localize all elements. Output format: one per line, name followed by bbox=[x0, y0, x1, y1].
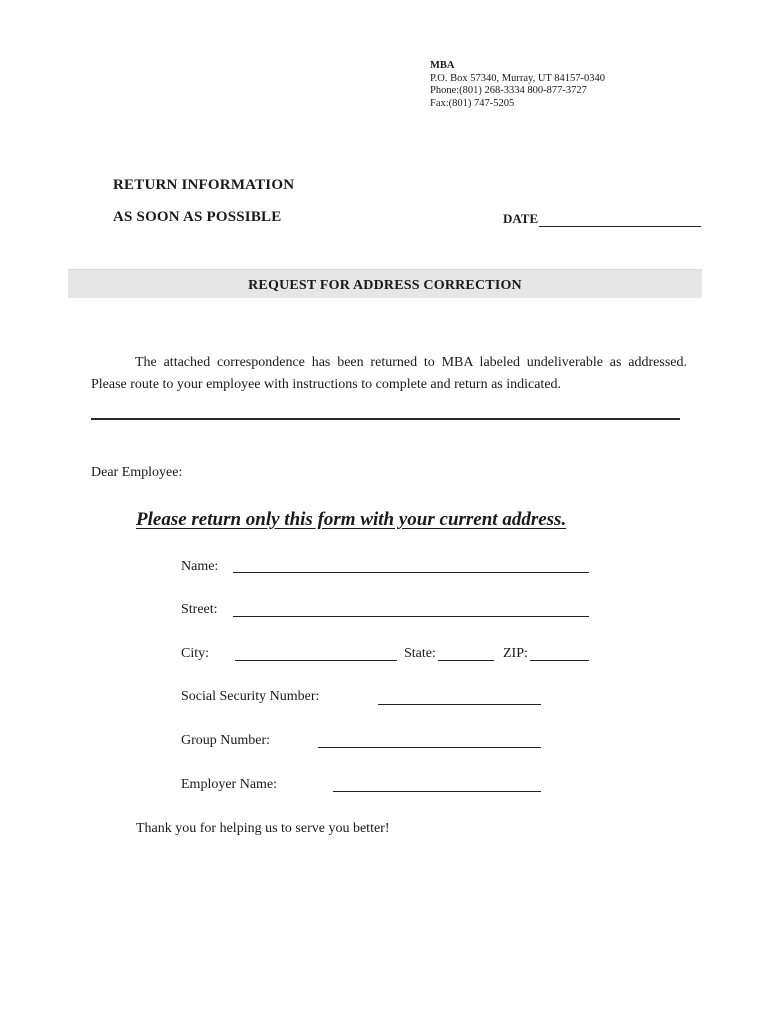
form-title: REQUEST FOR ADDRESS CORRECTION bbox=[248, 278, 522, 293]
state-label: State: bbox=[404, 646, 436, 661]
zip-label: ZIP: bbox=[503, 646, 528, 661]
name-blank[interactable] bbox=[233, 572, 589, 573]
group-number-blank[interactable] bbox=[318, 747, 541, 748]
sender-fax: Fax:(801) 747-5205 bbox=[430, 97, 515, 109]
sender-name: MBA bbox=[430, 60, 455, 71]
street-blank[interactable] bbox=[233, 616, 589, 617]
ssn-label: Social Security Number: bbox=[181, 689, 320, 704]
sender-block bbox=[430, 60, 605, 110]
zip-blank[interactable] bbox=[530, 660, 589, 661]
employer-name-blank[interactable] bbox=[333, 791, 541, 792]
intro-paragraph bbox=[91, 352, 687, 396]
section-divider bbox=[91, 418, 680, 420]
date-field bbox=[503, 211, 701, 227]
street-label: Street: bbox=[181, 602, 218, 617]
return-information-heading: RETURN INFORMATION bbox=[113, 177, 295, 193]
closing-note: Thank you for helping us to serve you better! bbox=[136, 821, 390, 836]
date-blank[interactable] bbox=[539, 213, 701, 227]
name-label: Name: bbox=[181, 559, 219, 574]
intro-paragraph-text: The attached correspondence has been returned to MBA labeled undeliverable as addressed. Please route to your employee with instructions to complete and return as indicated. bbox=[91, 355, 687, 392]
instruction-heading: Please return only this form with your current address. bbox=[136, 509, 567, 530]
greeting: Dear Employee: bbox=[91, 465, 183, 480]
asap-heading: AS SOON AS POSSIBLE bbox=[113, 209, 282, 225]
employer-name-label: Employer Name: bbox=[181, 777, 278, 792]
sender-phone: Phone:(801) 268-3334 800-877-3727 bbox=[430, 85, 587, 96]
city-blank[interactable] bbox=[235, 660, 397, 661]
city-label: City: bbox=[181, 646, 210, 661]
state-blank[interactable] bbox=[438, 660, 494, 661]
sender-address: P.O. Box 57340, Murray, UT 84157-0340 bbox=[430, 72, 605, 84]
group-number-label: Group Number: bbox=[181, 733, 271, 748]
date-label: DATE bbox=[503, 211, 539, 226]
ssn-blank[interactable] bbox=[378, 704, 541, 705]
